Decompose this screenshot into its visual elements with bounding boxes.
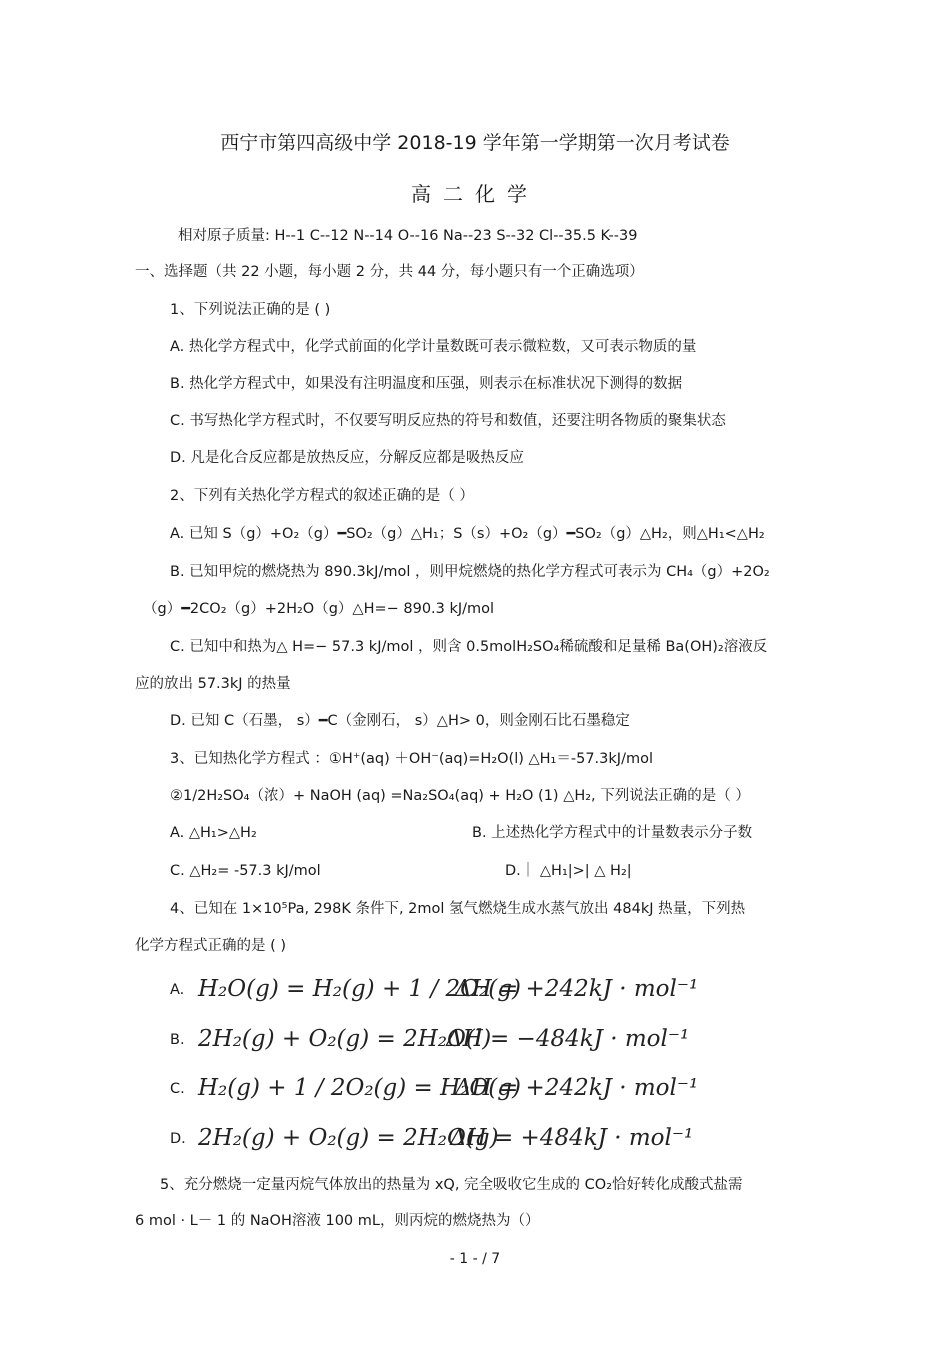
atomic-masses: 相对原子质量: H--1 C--12 N--14 O--16 Na--23 S--32 Cl--35.5 K--39 [178,228,638,244]
q1-stem: 1、下列说法正确的是 ( ) [170,302,331,318]
q4-option-b-equation: 2H₂(g) + O₂(g) = 2H₂O(l) [198,1026,492,1052]
q3-stem-line2: ②1/2H₂SO₄（浓）+ NaOH (aq) =Na₂SO₄(aq) + H₂O (1) △H₂, 下列说法正确的是（ ） [170,788,750,804]
q2-option-b-line1: B. 已知甲烷的燃烧热为 890.3kJ/mol ，则甲烷燃烧的热化学方程式可表示为 CH₄（g）+2O₂ [170,564,770,580]
q2-stem: 2、下列有关热化学方程式的叙述正确的是（ ） [170,488,474,504]
q4-option-a-equation: H₂O(g) = H₂(g) + 1 / 2O₂(g) [198,976,521,1002]
q1-option-b: B. 热化学方程式中，如果没有注明温度和压强，则表示在标准状况下测得的数据 [170,376,683,392]
q5-stem-line1: 5、充分燃烧一定量丙烷气体放出的热量为 xQ, 完全吸收它生成的 CO₂恰好转化成酸式盐需 [160,1177,743,1193]
q4-option-d-equation: 2H₂(g) + O₂(g) = 2H₂O(g) [198,1125,499,1151]
q4-option-c-delta-h: ΔH = +242kJ · mol⁻¹ [455,1075,699,1101]
q4-option-c-equation: H₂(g) + 1 / 2O₂(g) = H₂O(g) [198,1075,521,1101]
exam-title: 西宁市第四高级中学 2018-19 学年第一学期第一次月考试卷 [220,132,730,154]
q2-option-d: D. 已知 C（石墨， s）━C（金刚石， s）△H> 0，则金刚石比石墨稳定 [170,713,630,729]
q3-stem-line1: 3、已知热化学方程式 ：①H⁺(aq) ＋OH⁻(aq)=H₂O(l) △H₁＝-57.3kJ/mol [170,751,653,767]
q2-option-c-line1: C. 已知中和热为△ H=− 57.3 kJ/mol ，则含 0.5molH₂SO₄稀硫酸和足量稀 Ba(OH)₂溶液反 [170,639,768,655]
q1-option-c: C. 书写热化学方程式时，不仅要写明反应热的符号和数值，还要注明各物质的聚集状态 [170,413,726,429]
q4-stem-line2: 化学方程式正确的是 ( ) [135,938,287,954]
q5-stem-line2: 6 mol · L－ 1 的 NaOH溶液 100 mL，则丙烷的燃烧热为（） [135,1213,540,1229]
q2-option-a: A. 已知 S（g）+O₂（g）━SO₂（g）△H₁；S（s）+O₂（g）━SO₂（g）△H₂，则△H₁<△H₂ [170,526,765,542]
q3-option-d: D.｜ △H₁|>| △ H₂| [505,863,632,879]
q1-option-d: D. 凡是化合反应都是放热反应，分解反应都是吸热反应 [170,450,524,466]
q4-stem-line1: 4、已知在 1×10⁵Pa, 298K 条件下, 2mol 氢气燃烧生成水蒸气放出 484kJ 热量，下列热 [170,901,746,917]
q2-option-c-line2: 应的放出 57.3kJ 的热量 [135,676,291,692]
section-heading: 一、选择题（共 22 小题，每小题 2 分，共 44 分，每小题只有一个正确选项） [135,264,644,280]
q3-option-c: C. △H₂= -57.3 kJ/mol [170,863,321,879]
q4-option-a-delta-h: ΔH = +242kJ · mol⁻¹ [455,976,699,1002]
q4-option-d-label: D. [170,1131,186,1147]
q3-option-b: B. 上述热化学方程式中的计量数表示分子数 [472,825,753,841]
q1-option-a: A. 热化学方程式中，化学式前面的化学计量数既可表示微粒数，又可表示物质的量 [170,339,697,355]
q4-option-b-label: B. [170,1032,185,1048]
q2-option-b-line2: （g）━2CO₂（g）+2H₂O（g）△H=− 890.3 kJ/mol [143,601,495,617]
q4-option-d-delta-h: ΔH = +484kJ · mol⁻¹ [450,1125,694,1151]
q3-option-a: A. △H₁>△H₂ [170,825,257,841]
page-number: - 1 - / 7 [449,1251,501,1267]
q4-option-a-label: A. [170,982,185,998]
q4-option-c-label: C. [170,1081,185,1097]
subject-title: 高二化学 [411,182,539,206]
q4-option-b-delta-h: ΔH = −484kJ · mol⁻¹ [446,1026,690,1052]
